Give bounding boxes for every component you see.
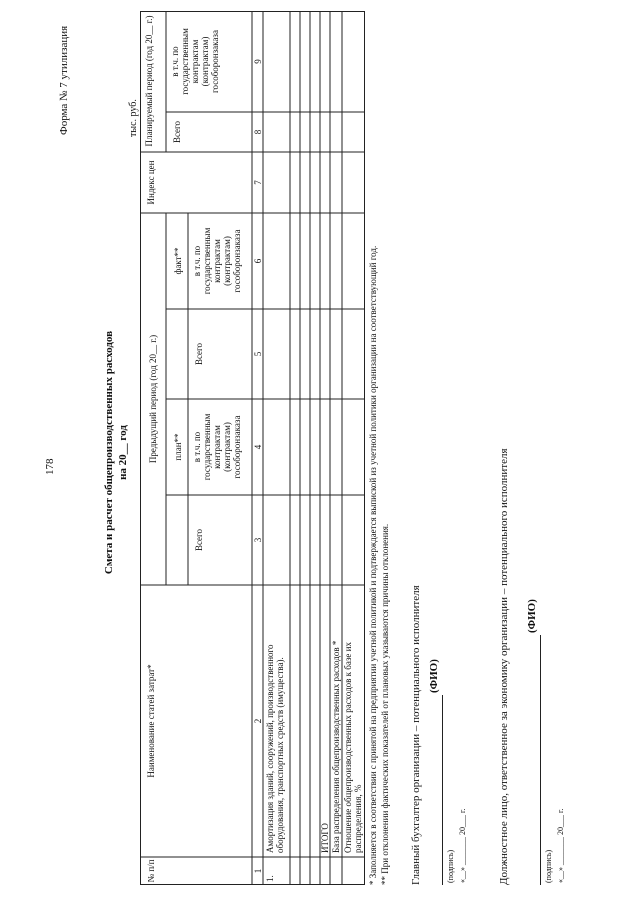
responsible-signature-label: (подпись) — [544, 849, 553, 883]
row-ratio-label: Отношение общепроизводственных расходов к базе их распределения, % — [343, 642, 363, 853]
header-fact: факт** — [173, 247, 183, 275]
header-contracts-planned: в т.ч. по государственным контрактам (контрактам) гособоронзаказа — [170, 28, 220, 95]
col-number-2: 2 — [253, 718, 263, 724]
responsible-signature-line — [540, 635, 541, 885]
footnote-1: * Заполняется в соответствии с принятой на предприятии учетной политикой и подтверждается выпиской из учетной политики организации на соответствующий год. — [368, 245, 378, 885]
responsible-fio: (ФИО) — [526, 599, 538, 633]
responsible-person-title: Должностное лицо, ответственное за экономику организации – потенциального исполнителя — [498, 448, 510, 885]
header-total-planned: Всего — [172, 120, 182, 144]
accountant-date: «__» _______ 20___ г. — [458, 808, 467, 883]
accountant-title: Главный бухгалтер организации – потенциального исполнителя — [410, 585, 422, 885]
footnote-2: ** При отклонении фактических показателей от плановых указываются причины отклонения. — [380, 523, 390, 885]
row-1-name: Амортизация зданий, сооружений, производственного оборудования, транспортных средств (имущества). — [265, 644, 285, 853]
accountant-fio: (ФИО) — [428, 659, 440, 693]
cost-estimate-table — [140, 11, 365, 885]
responsible-date: «__» _______ 20___ г. — [556, 808, 565, 883]
unit-label: тыс. руб. — [128, 99, 139, 137]
accountant-signature-label: (подпись) — [446, 849, 455, 883]
col-number-3: 3 — [253, 537, 263, 543]
header-num: № п/п — [146, 859, 156, 883]
header-prev-period: Предыдущий период (год 20__ г.) — [148, 334, 158, 464]
accountant-signature-line — [442, 695, 443, 885]
title-line-1: Смета и расчет общепроизводственных расходов — [103, 330, 115, 575]
col-number-4: 4 — [253, 444, 263, 450]
header-plan: план** — [173, 433, 183, 461]
header-contracts-fact: в т.ч. по государственным контрактам (контрактам) гособоронзаказа — [192, 227, 242, 295]
col-number-7: 7 — [253, 180, 263, 185]
header-contracts-plan: в т.ч. по государственным контрактам (контрактам) гособоронзаказа — [192, 413, 242, 481]
col-number-9: 9 — [253, 59, 263, 64]
col-number-8: 8 — [253, 129, 263, 135]
col-number-1: 1 — [253, 868, 263, 874]
row-total-label: ИТОГО — [320, 823, 330, 853]
document-title — [102, 0, 130, 905]
header-name: Наименование статей затрат* — [146, 664, 156, 778]
form-label: Форма № 7 утилизация — [58, 25, 70, 135]
row-1-number: 1. — [265, 875, 275, 882]
row-base-label: База распределения общепроизводственных расходов * — [331, 640, 341, 853]
header-total-fact: Всего — [194, 342, 204, 366]
col-number-6: 6 — [253, 258, 263, 264]
header-total-plan: Всего — [194, 528, 204, 552]
header-price-index: Индекс цен — [146, 160, 156, 205]
col-number-5: 5 — [253, 351, 263, 357]
page-number: 178 — [44, 458, 56, 475]
title-line-2: на 20__ год — [117, 425, 129, 480]
header-planned-period: Планируемый период (год 20__ г.) — [144, 15, 154, 147]
